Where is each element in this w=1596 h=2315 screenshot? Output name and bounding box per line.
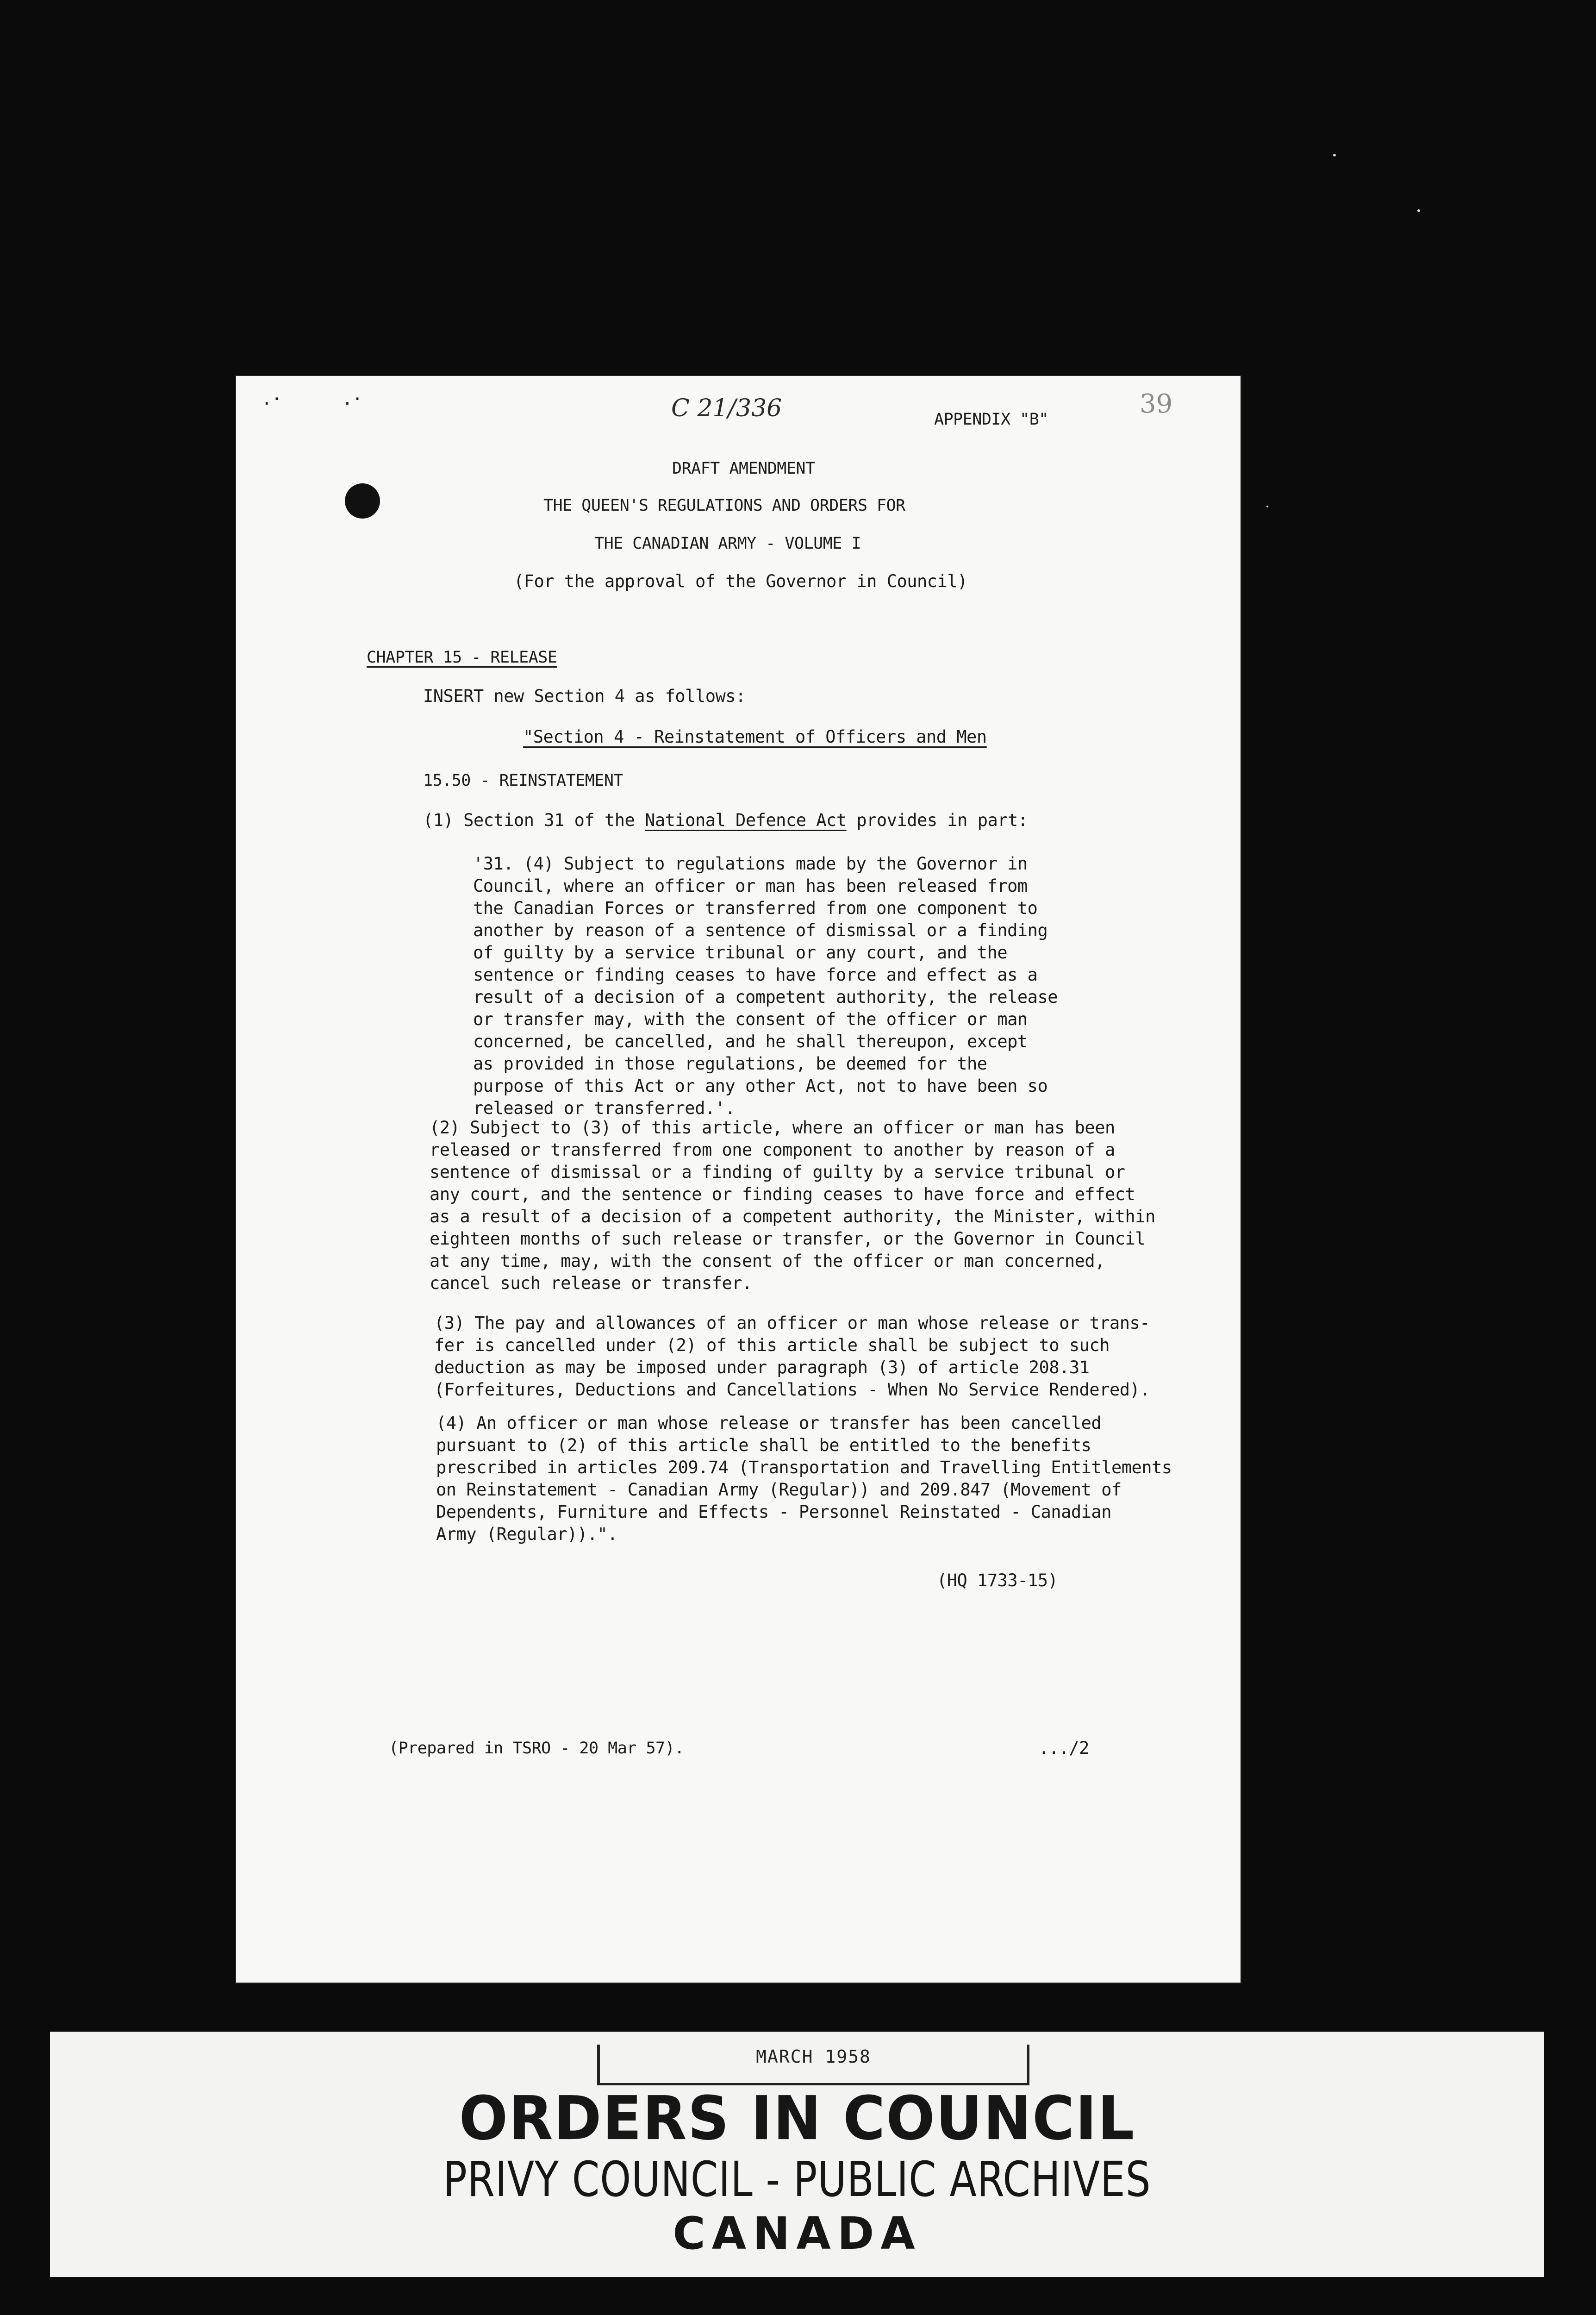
banner-privy-council: PRIVY COUNCIL - PUBLIC ARCHIVES — [443, 2151, 1151, 2208]
heading-regulations: THE QUEEN'S REGULATIONS AND ORDERS FOR — [543, 496, 905, 515]
paragraph-line: at any time, may, with the consent of the officer or man concerned, — [430, 1251, 1105, 1271]
film-speck — [1266, 506, 1268, 507]
paragraph-1-suffix: provides in part: — [846, 810, 1028, 830]
paragraph-1 — [423, 809, 1028, 832]
paragraph-line: sentence of dismissal or a finding of guilty by a service tribunal or — [430, 1162, 1125, 1182]
prepared-note: (Prepared in TSRO - 20 Mar 57). — [389, 1739, 684, 1758]
paragraph-line: as a result of a decision of a competent authority, the Minister, within — [430, 1207, 1155, 1226]
heading-volume: THE CANADIAN ARMY - VOLUME I — [594, 534, 861, 553]
file-reference: (HQ 1733-15) — [937, 1570, 1058, 1590]
appendix-label: APPENDIX "B" — [934, 410, 1048, 429]
page-number: 39 — [1140, 389, 1173, 419]
quote-line: sentence or finding ceases to have force and effect as a — [473, 965, 1038, 985]
quote-line: purpose of this Act or any other Act, not to have been so — [473, 1076, 1048, 1096]
punch-hole — [345, 483, 380, 519]
margin-dots: .· .· — [262, 389, 362, 409]
quote-line: another by reason of a sentence of dismissal or a finding — [473, 920, 1048, 940]
paragraph-line: Dependents, Furniture and Effects - Personnel Reinstated - Canadian — [436, 1502, 1111, 1522]
quote-line: of guilty by a service tribunal or any court, and the — [473, 943, 1008, 963]
handwritten-reference: C 21/336 — [671, 394, 782, 422]
national-defence-act: National Defence Act — [645, 810, 847, 830]
banner-orders-in-council: ORDERS IN COUNCIL — [459, 2084, 1135, 2154]
paragraph-line: prescribed in articles 209.74 (Transportation and Travelling Entitlements — [436, 1458, 1172, 1477]
continued-marker: .../2 — [1039, 1738, 1089, 1758]
quote-line: the Canadian Forces or transferred from one component to — [473, 898, 1038, 918]
archive-banner — [50, 2032, 1544, 2277]
paragraph-line: any court, and the sentence or finding ceases to have force and effect — [430, 1184, 1135, 1204]
film-speck — [1333, 154, 1336, 156]
insert-instruction: INSERT new Section 4 as follows: — [423, 686, 746, 706]
paragraph-line: on Reinstatement - Canadian Army (Regular)) and 209.847 (Movement of — [436, 1480, 1122, 1500]
film-speck — [1417, 209, 1420, 212]
paragraph-line: (3) The pay and allowances of an officer or man whose release or trans- — [434, 1313, 1150, 1333]
date-box — [597, 2045, 1029, 2085]
paragraph-line: (2) Subject to (3) of this article, where an officer or man has been — [430, 1118, 1115, 1138]
paragraph-line: (4) An officer or man whose release or transfer has been cancelled — [436, 1413, 1102, 1433]
paragraph-1-prefix: (1) Section 31 of the — [423, 810, 645, 830]
article-title: 15.50 - REINSTATEMENT — [423, 771, 623, 790]
quote-line: released or transferred.'. — [473, 1098, 736, 1118]
paragraph-line: (Forfeitures, Deductions and Cancellations - When No Service Rendered). — [434, 1380, 1150, 1400]
quote-line: or transfer may, with the consent of the officer or man — [473, 1009, 1028, 1029]
heading-draft-amendment: DRAFT AMENDMENT — [672, 459, 815, 478]
quote-line: concerned, be cancelled, and he shall thereupon, except — [473, 1032, 1028, 1051]
paragraph-line: eighteen months of such release or transfer, or the Governor in Council — [430, 1229, 1146, 1249]
document-page — [236, 376, 1241, 1983]
heading-approval: (For the approval of the Governor in Council) — [514, 571, 967, 591]
banner-canada: CANADA — [673, 2208, 922, 2259]
quote-line: Council, where an officer or man has been released from — [473, 876, 1028, 896]
chapter-heading: CHAPTER 15 - RELEASE — [367, 648, 557, 667]
paragraph-line: deduction as may be imposed under paragraph (3) of article 208.31 — [434, 1358, 1090, 1377]
section-title: "Section 4 - Reinstatement of Officers and Men — [523, 727, 987, 747]
paragraph-line: pursuant to (2) of this article shall be entitled to the benefits — [436, 1435, 1091, 1455]
quote-line: '31. (4) Subject to regulations made by the Governor in — [473, 854, 1028, 874]
quote-line: result of a decision of a competent authority, the release — [473, 987, 1058, 1007]
quote-line: as provided in those regulations, be deemed for the — [473, 1054, 987, 1074]
paragraph-line: released or transferred from one component to another by reason of a — [430, 1140, 1115, 1160]
paragraph-line: fer is cancelled under (2) of this article shall be subject to such — [434, 1335, 1110, 1355]
paragraph-line: cancel such release or transfer. — [430, 1273, 752, 1293]
archive-date: MARCH 1958 — [756, 2046, 871, 2067]
paragraph-line: Army (Regular)).". — [436, 1524, 617, 1544]
